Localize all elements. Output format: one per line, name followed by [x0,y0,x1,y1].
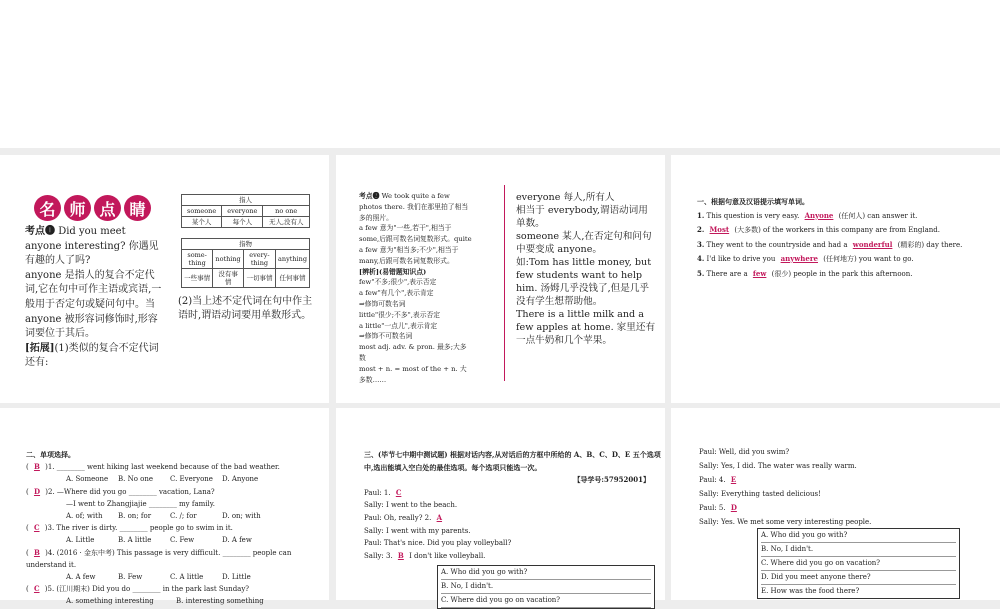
table-cell: 没有事情 [213,269,244,288]
item-text: (任何人) can answer it. [838,211,918,220]
notes-column [516,191,656,347]
item-text: I'd like to drive you [706,255,776,263]
dialogue-line [364,487,664,500]
slide-dialogue-1 [336,408,665,604]
slide-key-points [0,155,329,403]
col1-line: ⇒修饰可数名词 [359,299,406,308]
options-row [26,571,326,583]
item-number: 3. [697,239,705,249]
answer-letter: C [33,523,40,533]
banner-char: 点 [94,195,121,221]
point-2-column [359,191,472,385]
question-text: )1. ________ went hiking last weekend because of the bad weather. [45,463,280,472]
dialogue-line [699,501,999,516]
point-1-text [25,225,165,371]
item-number: 5. [697,268,705,278]
item-text: There are a [706,269,748,278]
line-text: I don't like volleyball. [409,551,486,560]
item-text: (大多数) of the workers in this company are from England. [734,226,940,234]
slide-key-point-2 [336,155,665,403]
exercise-item [697,252,997,267]
blank-slide [0,0,1000,148]
options-box [437,565,655,609]
box-option: D. Did you meet anyone there? [761,571,956,585]
box-option: A. Who did you go with? [761,529,956,543]
col2-line: There is a little milk and a few apples at home. 家里还有一点牛奶和几个苹果。 [516,309,656,346]
option: C. Few [170,536,195,545]
col1-line: a little"一点儿",表示肯定 [359,321,438,330]
dialogue-line: Paul: Well, did you swim? [699,448,790,456]
answer-letter: B [33,547,40,557]
options-row [26,473,326,485]
answer-blank: Most [709,225,730,234]
answer-letter: C [33,584,40,594]
option: D. Little [222,573,251,582]
answer-blank: D [730,503,737,513]
question-text: )4. (2016 · 金东中考) This passage is very difficult. ________ people can understand it. [26,548,292,569]
question: ( B )1. ________ went hiking last weekend because of the bad weather. [26,462,280,472]
answer-blank: few [752,268,767,278]
reference-number: 【导学号:57952001】 [573,475,650,485]
note-2: (2)当上述不定代词在句中作主语时,谓语动词要用单数形式。 [178,296,313,321]
item-number: 2. [697,225,705,234]
dialogue-line: Sally: I went with my parents. [364,526,471,535]
table-cell: no one [263,206,310,217]
extend-label: [拓展] [25,342,55,354]
option: D. A few [222,536,252,545]
option: D. Anyone [222,475,259,484]
option: B. No one [118,475,154,484]
banner-char: 睛 [124,195,151,221]
option: C. A little [170,573,204,582]
section-banner [34,195,151,221]
line-text: Paul: 4. [699,476,726,485]
col1-line: most adj. adv. & pron. 最多;大多数 [359,343,467,362]
exercise-heading: 一、根据句意及汉语提示填写单词。 [697,197,809,206]
answer-letter: D [33,486,41,496]
dialogue-line: Sally: Everything tasted delicious! [699,489,821,498]
question: ( D )2. —Where did you go ________ vacation, Lana? [26,486,215,496]
option: A. of; with [66,512,103,521]
table-cell: 某个人 [182,217,222,228]
col2-line: everyone 每人,所有人 [516,192,615,203]
dialogue-line: Sally: I went to the beach. [364,501,458,510]
question: ( C )5. (江川期末) Did you do ________ in the park last Sunday? [26,584,250,594]
exercise-item [697,267,997,282]
item-text: (任何地方) you want to go. [823,255,914,263]
line-text: Paul: 1. [364,488,391,497]
item-text: This question is very easy. [706,211,800,220]
answer-blank: C [395,487,402,497]
dialogue-line [364,512,664,525]
box-option: A. Who did you go with? [441,566,651,580]
option: B. interesting something [176,597,264,606]
slide-dialogue-2 [671,408,1000,600]
extend-text: (1)类似的复合不定代词还有: [25,342,159,369]
point-label: 考点❶ [25,226,55,237]
box-option: B. No, I didn't. [761,543,956,557]
option: C. /; for [170,512,197,521]
table-cell: nothing [213,250,244,269]
table-cell: 每个人 [222,217,263,228]
col1-line: little"很少;不多",表示否定 [359,310,441,319]
line-text: Sally: 3. [364,551,393,560]
options-box [757,528,960,599]
question-subline: —I went to Zhangjiajie ________ my family. [66,499,215,508]
pronoun-table-people [181,194,310,228]
col2-line: 相当于 everybody,谓语动词用单数。 [516,205,648,229]
col2-line: someone 某人,在否定句和问句中要变成 anyone。 [516,231,652,255]
option: B. Few [118,573,143,582]
option: A. Little [66,536,95,545]
col1-line: a few 意为"一些,若干",相当于 some,后跟可数名词复数形式。quite a few 意为"相当多;不少",相当于 many,后跟可数名词复数形式。 [359,224,472,265]
option: B. A little [118,536,152,545]
table-cell: 一些事情 [182,269,213,288]
option: A. A few [66,573,96,582]
col1-line: most + n. = most of the + n. 大多数…… [359,364,467,384]
line-text: Paul: Oh, really? 2. [364,513,432,522]
dialogue-line: Paul: That's nice. Did you play volleyball? [364,539,512,548]
exercise-heading: 二、单项选择。 [26,450,75,459]
col1-line: ⇒修饰不可数名词 [359,332,413,341]
col1-line: few"不多;很少",表示否定 [359,278,437,287]
item-number: 1. [697,210,705,220]
answer-blank: B [397,550,404,560]
slide-multiple-choice [0,408,329,606]
item-text: (很少) people in the park this afternoon. [771,269,913,278]
table-cell: 无人,没有人 [263,217,310,228]
option: A. something interesting [66,597,154,606]
col1-line: a few"有几个",表示肯定 [359,289,434,298]
exercise-item [697,223,997,238]
line-text: Paul: 5. [699,504,726,513]
question-text: )5. (江川期末) Did you do ________ in the park last Sunday? [44,585,250,594]
answer-blank: Anyone [804,210,834,220]
question: ( B )4. (2016 · 金东中考) This passage is very difficult. ________ people can understand it. [26,547,292,569]
exercise-item [697,209,997,224]
item-text: (精彩的) day there. [897,240,963,249]
col2-line: 如:Tom has little money, but few students want to help him. 汤姆几乎没钱了,但是几乎没有学生想帮助他。 [516,257,652,307]
box-option: B. No, I didn't. [441,580,651,594]
answer-blank: wonderful [852,239,893,249]
table-cell: 任何事情 [276,269,310,288]
dialogue-line [699,473,999,488]
col1-line: [辨析](易错题知识点) [359,267,427,276]
table-cell: everyone [222,206,263,217]
column-divider [504,185,505,381]
table-cell: anything [276,250,310,269]
options-row [26,595,326,607]
answer-blank: E [730,475,737,485]
table-cell: someone [182,206,222,217]
box-option: C. Where did you go on vacation? [441,594,651,608]
table-cell: some-thing [182,250,213,269]
exercise-item [697,238,997,253]
question-text: )3. The river is dirty. ________ people go to swim in it. [44,524,233,533]
option: A. Someone [66,475,109,484]
option: C. Everyone [170,475,213,484]
question-text: )2. —Where did you go ________ vacation, Lana? [45,487,215,496]
option: D. on; with [222,512,261,521]
banner-char: 名 [34,195,61,221]
answer-letter: B [33,462,40,472]
question: ( C )3. The river is dirty. ________ people go to swim in it. [26,523,233,533]
answer-blank: anywhere [780,254,818,263]
pronoun-table-things [181,238,310,288]
slide-exercise-1 [671,155,1000,403]
box-option: E. How was the food there? [761,587,860,595]
col1-line: We took quite a few photos there. 我们在那里拍了相当多的照片。 [359,192,469,222]
item-number: 4. [697,254,705,263]
dialogue-line: Sally: Yes. We met some very interesting people. [699,517,872,526]
point-label: 考点❷ [359,192,380,200]
dialogue-line: Sally: Yes, I did. The water was really warm. [699,461,857,470]
table-cell: 一切事情 [243,269,275,288]
exercise-heading: 三、(毕节七中期中测试题) 根据对话内容,从对话后的方框中所给的 A、B、C、D、E 五个选项中,选出能填入空白处的最佳选项。每个选项只能选一次。 [364,450,661,472]
answer-blank: A [436,512,443,522]
option: B. on; for [118,512,152,521]
banner-char: 师 [64,195,91,221]
options-row [26,510,326,522]
table-header: 指物 [182,239,310,250]
box-option: C. Where did you go on vacation? [761,557,956,571]
table-cell: every-thing [243,250,275,269]
dialogue-line [364,550,664,563]
table-header: 指人 [182,195,310,206]
point-sentence: Did you meet anyone interesting? 你遇见有趣的人了吗? [25,226,159,267]
options-row [26,534,326,546]
point-explanation: anyone 是指人的复合不定代词,它在句中可作主语或宾语,一般用于否定句或疑问句中。当 anyone 被形容词修饰时,形容词要位于其后。 [25,269,162,340]
item-text: They went to the countryside and had a [706,240,848,249]
